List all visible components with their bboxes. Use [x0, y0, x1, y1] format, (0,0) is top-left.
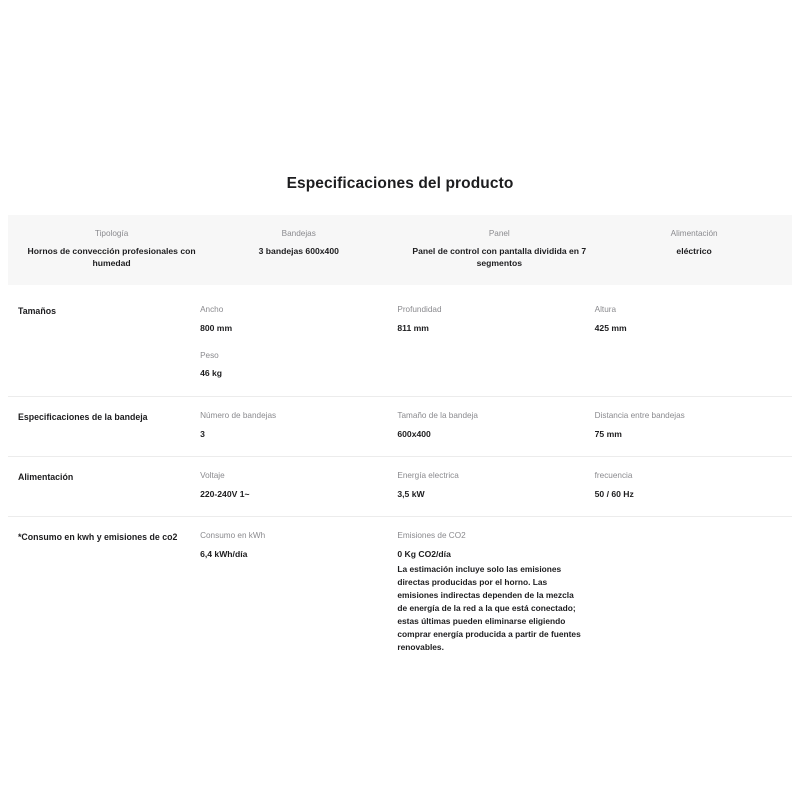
spec-field-value: 800 mm: [200, 323, 233, 334]
spec-field-value: 220-240V 1~: [200, 488, 250, 499]
spec-field-numero-bandejas: [200, 411, 397, 440]
specifications-table: [8, 215, 792, 686]
spec-field-label: Número de bandejas: [200, 410, 277, 420]
summary-label: Panel: [488, 229, 510, 238]
spec-field-altura: [595, 305, 792, 334]
spec-row-fields: [200, 411, 792, 442]
summary-label: Tipología: [94, 229, 129, 238]
spec-field-value: 46 kg: [200, 368, 223, 379]
spec-field-label: Peso: [200, 350, 219, 360]
spec-field-value: 0 Kg CO2/día: [397, 549, 451, 560]
spec-row-fields: [200, 305, 792, 382]
spec-field-energia-electrica: [397, 471, 594, 500]
spec-field-ancho: [200, 305, 397, 334]
spec-field-label: Emisiones de CO2: [397, 531, 466, 541]
spec-field-value: 50 / 60 Hz: [594, 488, 634, 499]
spec-row-alimentacion: [8, 457, 792, 517]
spec-field-peso: [200, 351, 397, 380]
summary-cell-tipologia: [18, 229, 205, 269]
spec-row-title: Especificaciones de la bandeja: [18, 411, 148, 422]
summary-value: Hornos de convección profesionales con humedad: [27, 246, 196, 268]
spec-field-label: Tamaño de la bandeja: [397, 410, 478, 420]
spec-row-title: *Consumo en kwh y emisiones de co2: [18, 532, 178, 543]
spec-field-note: La estimación incluye solo las emisiones directas producidas por el horno. Las emisiones indirectas dependen de la mezcla de energía de la red a la que está conectado; estas últimas pueden eliminarse eligiendo comprar energía producida a partir de fuentes renovables.: [397, 563, 581, 652]
spec-field-distancia-bandejas: [595, 411, 792, 440]
summary-cell-panel: [392, 229, 606, 269]
spec-row-fields: [200, 531, 792, 655]
spec-row-title: Tamaños: [18, 306, 56, 317]
summary-label: Alimentación: [670, 229, 718, 238]
summary-value: Panel de control con pantalla dividida en 7 segmentos: [412, 246, 587, 268]
spec-field-value: 425 mm: [594, 323, 627, 334]
spec-field-value: 3,5 kW: [397, 488, 425, 499]
spec-field-empty: [595, 531, 792, 653]
summary-cell-alimentacion: [606, 229, 782, 258]
spec-field-label: Distancia entre bandejas: [594, 410, 685, 420]
spec-field-label: Energía electrica: [397, 471, 459, 481]
spec-field-label: Consumo en kWh: [200, 531, 266, 541]
spec-field-value: 3: [200, 428, 205, 439]
spec-row-tamanos: [8, 291, 792, 397]
spec-field-label: Voltaje: [200, 471, 225, 481]
spec-field-voltaje: [200, 471, 397, 500]
summary-cell-bandejas: [205, 229, 392, 258]
spec-field-label: Profundidad: [397, 305, 442, 315]
spec-field-label: Ancho: [200, 305, 224, 315]
spec-row-consumo-emisiones: [8, 517, 792, 685]
spec-row-title: Alimentación: [18, 472, 74, 483]
spec-field-emisiones-co2: [397, 531, 594, 653]
spec-row-fields: [200, 471, 792, 502]
spec-row-bandeja: [8, 397, 792, 457]
spec-field-value: 6,4 kWh/día: [200, 549, 248, 560]
spec-field-value: 75 mm: [594, 428, 622, 439]
spec-field-label: frecuencia: [594, 471, 633, 481]
spec-field-consumo-kwh: [200, 531, 397, 653]
spec-field-frecuencia: [595, 471, 792, 500]
summary-value: eléctrico: [676, 246, 712, 257]
summary-value: 3 bandejas 600x400: [258, 246, 339, 257]
summary-strip: [8, 215, 792, 285]
page-title: Especificaciones del producto: [286, 175, 514, 192]
spec-field-value: 600x400: [397, 428, 431, 439]
spec-field-tamano-bandeja: [397, 411, 594, 440]
spec-field-label: Altura: [594, 305, 617, 315]
spec-field-profundidad: [397, 305, 594, 334]
spec-field-value: 811 mm: [397, 323, 429, 334]
summary-label: Bandejas: [281, 229, 316, 238]
